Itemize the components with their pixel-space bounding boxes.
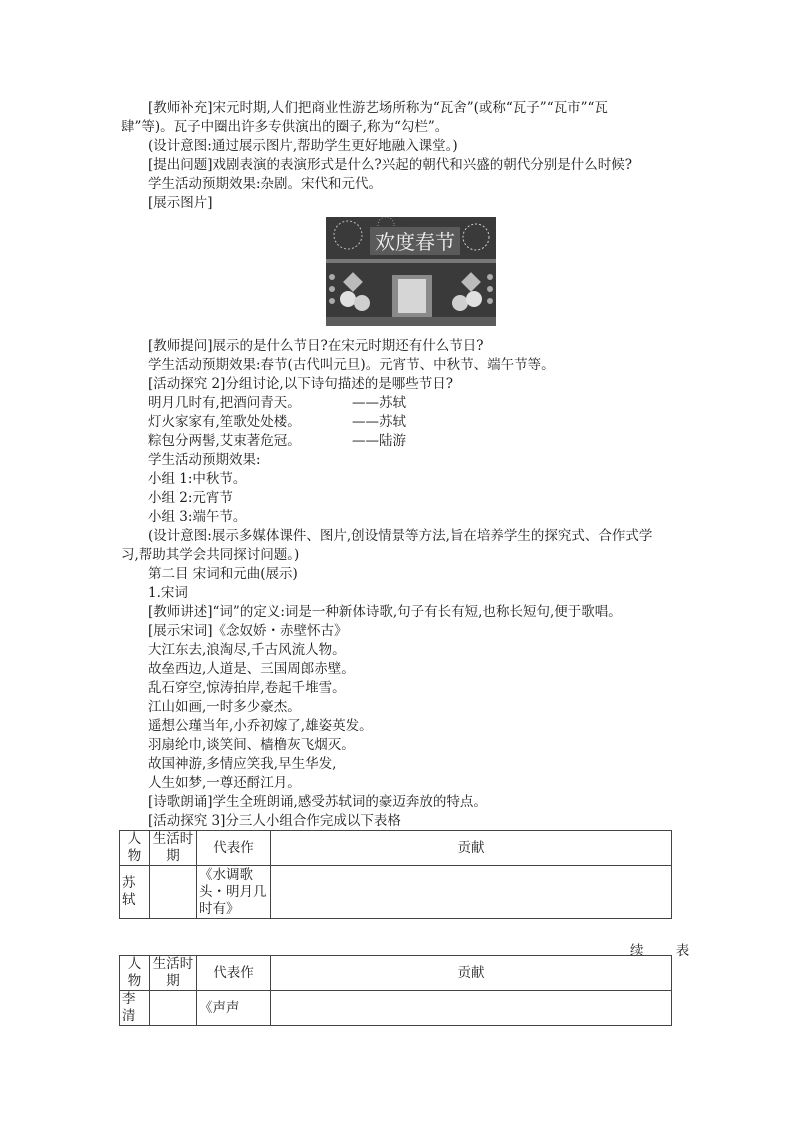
spring-festival-picture [326, 217, 496, 326]
header-cell: 贡献 [271, 956, 672, 991]
poem-source: ——苏轼 [352, 395, 406, 411]
poem-line: 人生如梦,一尊还酹江月。 [148, 775, 301, 791]
paragraph-line: 小组 3:端午节。 [148, 509, 247, 525]
paragraph-line: [教师提问]展示的是什么节日?在宋元时期还有什么节日? [148, 338, 484, 354]
poem-line: 粽包分两髻,艾束著危冠。 [148, 433, 301, 449]
header-cell: 生活时期 [150, 956, 197, 991]
header-cell: 人物 [120, 956, 150, 991]
paragraph-line: (设计意图:通过展示图片,帮助学生更好地融入课堂。) [148, 138, 458, 154]
table-cell: 《水调歌头・明月几时有》 [197, 866, 271, 919]
table-cell: 《声声 [197, 991, 271, 1026]
paragraph-line: [活动探究 3]分三人小组合作完成以下表格 [148, 813, 401, 829]
banner-text: 欢度春节 [375, 230, 455, 254]
paragraph-line: 习,帮助其学会共同探讨问题。) [121, 547, 300, 563]
paragraph-line: [诗歌朗诵]学生全班朗诵,感受苏轼词的豪迈奔放的特点。 [148, 794, 487, 810]
paragraph-line: (设计意图:展示多媒体课件、图片,创设情景等方法,旨在培养学生的探究式、合作式学 [148, 528, 653, 544]
paragraph-line: [教师补充]宋元时期,人们把商业性游艺场所称为“瓦舍”(或称“瓦子”“瓦市”“瓦 [148, 100, 608, 116]
paragraph-line: [展示图片] [148, 195, 213, 211]
table-cell [150, 866, 197, 919]
paragraph-line: [展示宋词]《念奴娇・赤壁怀古》 [148, 623, 348, 639]
poem-line: 明月几时有,把酒问青天。 [148, 395, 301, 411]
header-cell: 代表作 [197, 831, 271, 866]
table-cell [271, 991, 672, 1026]
header-cell: 贡献 [271, 831, 672, 866]
poem-line: 故国神游,多情应笑我,早生华发, [148, 756, 337, 772]
table-cell: 李清 [120, 991, 150, 1026]
table-row [120, 866, 672, 919]
paragraph-line: [活动探究 2]分组讨论,以下诗句描述的是哪些节日? [148, 376, 453, 392]
contribution-table-continued [119, 955, 672, 1026]
contribution-table [119, 830, 672, 919]
paragraph-line: 小组 2:元宵节 [148, 490, 233, 506]
table-cell [271, 866, 672, 919]
poem-line: 故垒西边,人道是、三国周郎赤壁。 [148, 661, 355, 677]
subsection-heading: 1.宋词 [148, 585, 188, 601]
section-heading: 第二目 宋词和元曲(展示) [148, 566, 298, 582]
table-row [120, 991, 672, 1026]
table-header-row [120, 831, 672, 866]
poem-line: 灯火家家有,笙歌处处楼。 [148, 414, 301, 430]
table-cell: 苏轼 [120, 866, 150, 919]
paragraph-line: 肆”等)。瓦子中圈出许多专供演出的圈子,称为“勾栏”。 [121, 119, 449, 135]
header-cell: 代表作 [197, 956, 271, 991]
table-header-row [120, 956, 672, 991]
paragraph-line: 学生活动预期效果: [148, 452, 261, 468]
poem-line: 羽扇纶巾,谈笑间、樯橹灰飞烟灭。 [148, 737, 355, 753]
header-cell: 生活时期 [150, 831, 197, 866]
paragraph-line: 小组 1:中秋节。 [148, 471, 247, 487]
paragraph-line: 学生活动预期效果:春节(古代叫元旦)。元宵节、中秋节、端午节等。 [148, 357, 555, 373]
poem-line: 乱石穿空,惊涛拍岸,卷起千堆雪。 [148, 680, 346, 696]
table-cell [150, 991, 197, 1026]
poem-line: 江山如画,一时多少豪杰。 [148, 699, 301, 715]
poem-line: 大江东去,浪淘尽,千古风流人物。 [148, 642, 346, 658]
paragraph-line: 学生活动预期效果:杂剧。宋代和元代。 [148, 176, 383, 192]
continued-table-label: 续 表 [630, 943, 704, 959]
paragraph-line: [教师讲述]“词”的定义:词是一种新体诗歌,句子有长有短,也称长短句,便于歌唱。 [148, 604, 622, 620]
header-cell: 人物 [120, 831, 150, 866]
paragraph-line: [提出问题]戏剧表演的表演形式是什么?兴起的朝代和兴盛的朝代分别是什么时候? [148, 157, 633, 173]
poem-line: 遥想公瑾当年,小乔初嫁了,雄姿英发。 [148, 718, 373, 734]
poem-source: ——苏轼 [352, 414, 406, 430]
poem-source: ——陆游 [352, 433, 406, 449]
